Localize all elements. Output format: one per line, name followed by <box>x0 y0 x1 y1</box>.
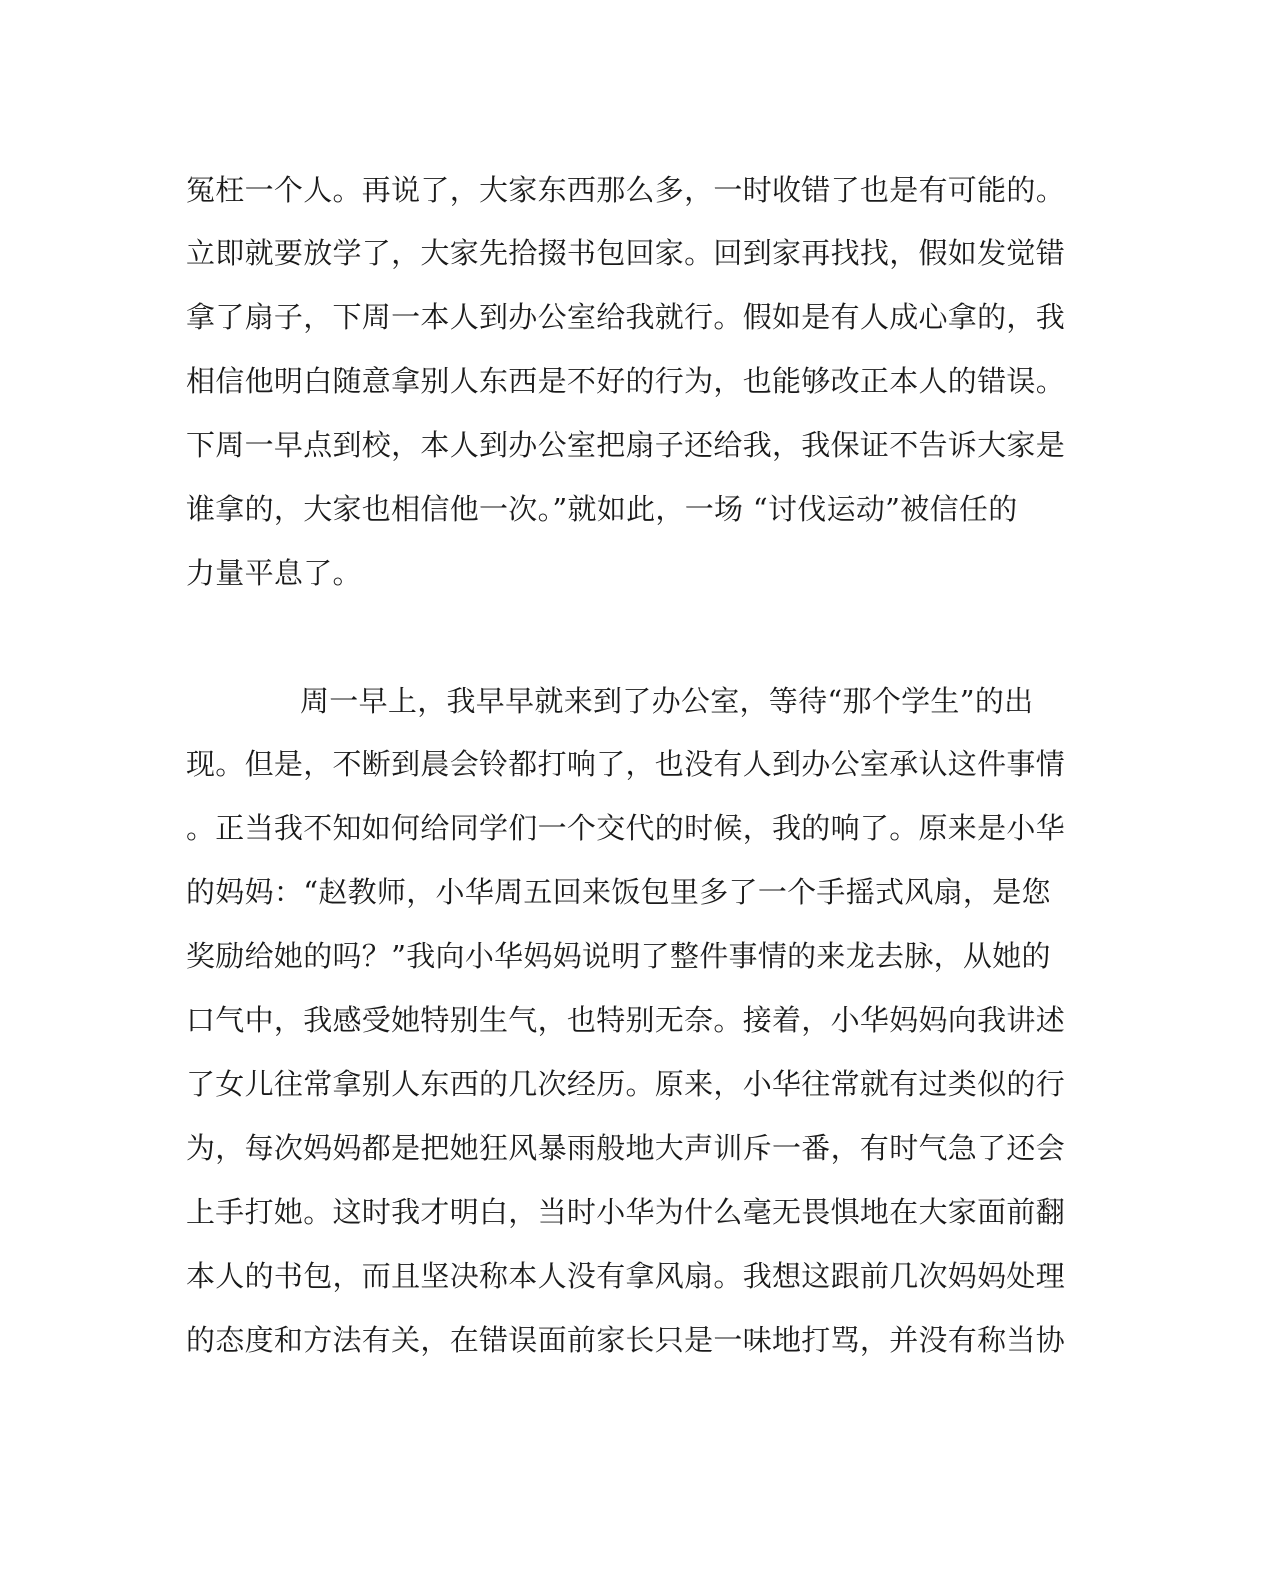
text-line: 力量平息了。 <box>186 556 362 590</box>
text-line: 本人的书包，而且坚决称本人没有拿风扇。我想这跟前几次妈妈处理 <box>186 1259 1066 1293</box>
text-line: 为，每次妈妈都是把她狂风暴雨般地大声训斥一番，有时气急了还会 <box>186 1131 1066 1165</box>
text-line: 了女儿往常拿别人东西的几次经历。原来，小华往常就有过类似的行 <box>186 1067 1066 1101</box>
text-line: 谁拿的，大家也相信他一次。”就如此，一场 “讨伐运动”被信任的 <box>186 492 1018 526</box>
text-line: 立即就要放学了，大家先拾掇书包回家。回到家再找找，假如发觉错 <box>186 236 1066 270</box>
text-line: 拿了扇子，下周一本人到办公室给我就行。假如是有人成心拿的，我 <box>186 300 1066 334</box>
text-line: 相信他明白随意拿别人东西是不好的行为，也能够改正本人的错误。 <box>186 364 1066 398</box>
text-line: 奖励给她的吗？”我向小华妈妈说明了整件事情的来龙去脉，从她的 <box>186 939 1051 973</box>
text-line: 。正当我不知如何给同学们一个交代的时候，我的响了。原来是小华 <box>186 811 1066 845</box>
text-line: 的态度和方法有关，在错误面前家长只是一味地打骂，并没有称当协 <box>186 1323 1066 1357</box>
text-line: 口气中，我感受她特别生气，也特别无奈。接着，小华妈妈向我讲述 <box>186 1003 1066 1037</box>
text-line: 冤枉一个人。再说了，大家东西那么多，一时收错了也是有可能的。 <box>186 173 1066 207</box>
text-line: 的妈妈：“赵教师，小华周五回来饭包里多了一个手摇式风扇，是您 <box>186 875 1051 909</box>
text-line-indented: 周一早上，我早早就来到了办公室，等待“那个学生”的出 <box>300 684 1034 718</box>
text-line: 现。但是，不断到晨会铃都打响了，也没有人到办公室承认这件事情 <box>186 747 1066 781</box>
text-line: 上手打她。这时我才明白，当时小华为什么毫无畏惧地在大家面前翻 <box>186 1195 1066 1229</box>
text-line: 下周一早点到校，本人到办公室把扇子还给我，我保证不告诉大家是 <box>186 428 1066 462</box>
